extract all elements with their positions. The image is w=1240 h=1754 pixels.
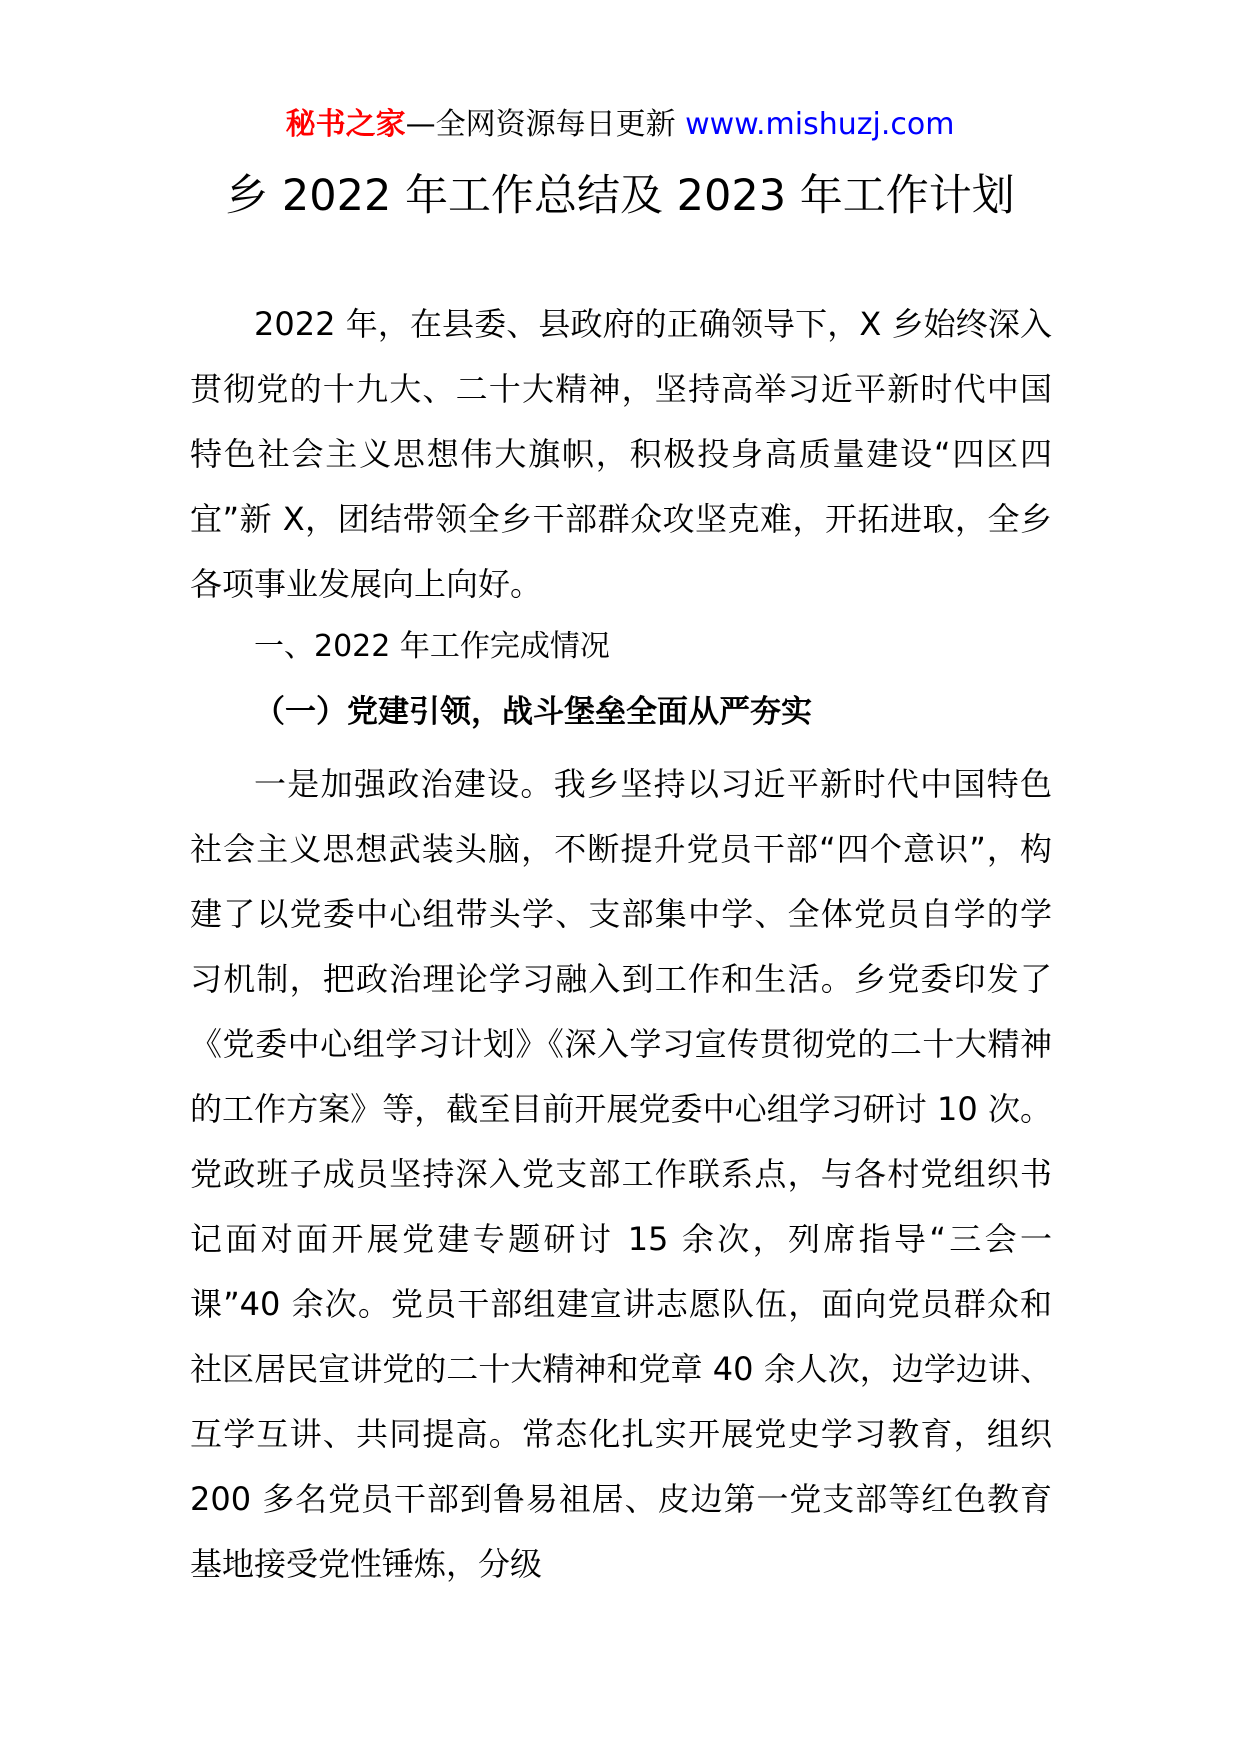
document-title: 乡 2022 年工作总结及 2023 年工作计划 [225,171,1015,221]
site-header [0,104,1240,146]
site-url-link[interactable]: www.mishuzj.com [685,107,955,142]
site-tagline: —全网资源每日更新 [405,107,676,142]
site-brand: 秘书之家 [285,107,406,142]
section-heading: 一、2022 年工作完成情况 [254,629,610,664]
subsection-heading: （一）党建引领，战斗堡垒全面从严夯实 [254,694,812,730]
intro-paragraph: 2022 年，在县委、县政府的正确领导下，X 乡始终深入贯彻党的十九大、二十大精神，坚持高举习近平新时代中国特色社会主义思想伟大旗帜，积极投身高质量建设“四区四宜”新 X，团结带领全乡干部群众攻坚克难，开拓进取，全乡各项事业发展向上向好。 [190,305,1052,603]
body-paragraph: 一是加强政治建设。我乡坚持以习近平新时代中国特色社会主义思想武装头脑，不断提升党员干部“四个意识”，构建了以党委中心组带头学、支部集中学、全体党员自学的学习机制，把政治理论学习融入到工作和生活。乡党委印发了《党委中心组学习计划》《深入学习宣传贯彻党的二十大精神的工作方案》等，截至目前开展党委中心组学习研讨 10 次。党政班子成员坚持深入党支部工作联系点，与各村党组织书记面对面开展党建专题研讨 15 余次，列席指导“三会一课”40 余次。党员干部组建宣讲志愿队伍，面向党员群众和社区居民宣讲党的二十大精神和党章 40 余人次，边学边讲、互学互讲、共同提高。常态化扎实开展党史学习教育，组织 200 多名党员干部到鲁易祖居、皮边第一党支部等红色教育基地接受党性锤炼，分级 [190,765,1052,1583]
